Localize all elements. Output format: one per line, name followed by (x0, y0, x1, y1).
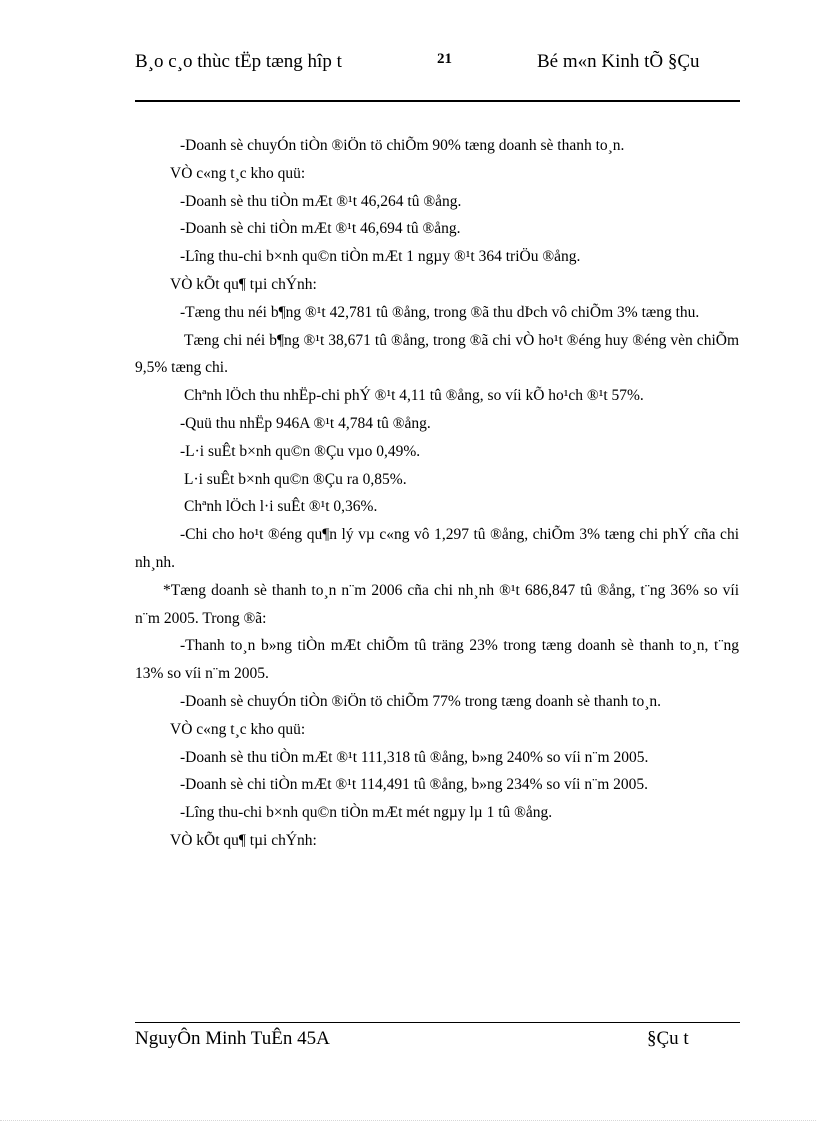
body-paragraph: Chªnh lÖch thu nhËp-chi phÝ ®¹t 4,11 tû ®ång, so víi kÕ ho¹ch ®¹t 57%. (184, 387, 644, 405)
footer-author-name: NguyÔn Minh TuÊn 45A (135, 1028, 330, 1049)
header-department: Bé m«n Kinh tÕ §Çu (537, 51, 700, 72)
body-paragraph: -Tæng thu néi b¶ng ®¹t 42,781 tû ®ång, trong ®ã thu dÞch vô chiÕm 3% tæng thu. (180, 303, 700, 321)
body-paragraph: -Thanh to¸n b»ng tiÒn mÆt chiÕm tû träng 23% trong tæng doanh sè thanh to¸n, t¨ng 13% so víi n¨m 2005. (135, 637, 739, 683)
body-paragraph: -Doanh sè chi tiÒn mÆt ®¹t 114,491 tû ®ång, b»ng 234% so víi n¨m 2005. (180, 776, 649, 794)
page-header (135, 50, 740, 102)
body-paragraph: Chªnh lÖch l·i suÊt ®¹t 0,36%. (184, 498, 378, 516)
body-paragraph: -Doanh sè thu tiÒn mÆt ®¹t 111,318 tû ®ång, b»ng 240% so víi n¨m 2005. (180, 748, 649, 766)
body-paragraph: VÒ c«ng t¸c kho quü: (170, 720, 306, 738)
body-paragraph: -Doanh sè chi tiÒn mÆt ®¹t 46,694 tû ®ång. (180, 220, 461, 238)
body-paragraph: *Tæng doanh sè thanh to¸n n¨m 2006 cña chi nh¸nh ®¹t 686,847 tû ®ång, t¨ng 36% so víi n¨m 2005. Trong ®ã: (135, 581, 739, 627)
body-paragraph: L·i suÊt b×nh qu©n ®Çu ra 0,85%. (184, 470, 407, 488)
page-footer (135, 1022, 740, 1049)
body-paragraph: -Lîng thu-chi b×nh qu©n tiÒn mÆt 1 ngµy ®¹t 364 triÖu ®ång. (180, 248, 581, 266)
page-edge-divider (0, 1120, 816, 1121)
header-report-title: B¸o c¸o thùc tËp tæng hîp t (135, 51, 342, 72)
body-paragraph: -L·i suÊt b×nh qu©n ®Çu vµo 0,49%. (180, 442, 421, 460)
page-number: 21 (437, 51, 452, 67)
body-paragraph: VÒ c«ng t¸c kho quü: (170, 164, 306, 182)
body-paragraph: Tæng chi néi b¶ng ®¹t 38,671 tû ®ång, trong ®ã chi vÒ ho¹t ®éng huy ®éng vèn chiÕm 9,5% tæng chi. (135, 331, 739, 377)
body-paragraph: -Chi cho ho¹t ®éng qu¶n lý vµ c«ng vô 1,297 tû ®ång, chiÕm 3% tæng chi phÝ cña chi nh¸nh. (135, 526, 739, 571)
body-paragraph: -Doanh sè chuyÓn tiÒn ®iÖn tö chiÕm 90% tæng doanh sè thanh to¸n. (180, 137, 625, 154)
body-paragraph: -Doanh sè chuyÓn tiÒn ®iÖn tö chiÕm 77% trong tæng doanh sè thanh to¸n. (180, 692, 662, 710)
footer-department-short: §Çu t (647, 1028, 689, 1049)
document-body (135, 132, 739, 855)
body-paragraph: -Quü thu nhËp 946A ®¹t 4,784 tû ®ång. (180, 414, 431, 432)
body-paragraph: -Lîng thu-chi b×nh qu©n tiÒn mÆt mét ngµy lµ 1 tû ®ång. (180, 804, 553, 822)
body-paragraph: VÒ kÕt qu¶ tµi chÝnh: (170, 275, 317, 293)
body-paragraph: VÒ kÕt qu¶ tµi chÝnh: (170, 831, 317, 849)
body-paragraph: -Doanh sè thu tiÒn mÆt ®¹t 46,264 tû ®ång. (180, 192, 462, 210)
